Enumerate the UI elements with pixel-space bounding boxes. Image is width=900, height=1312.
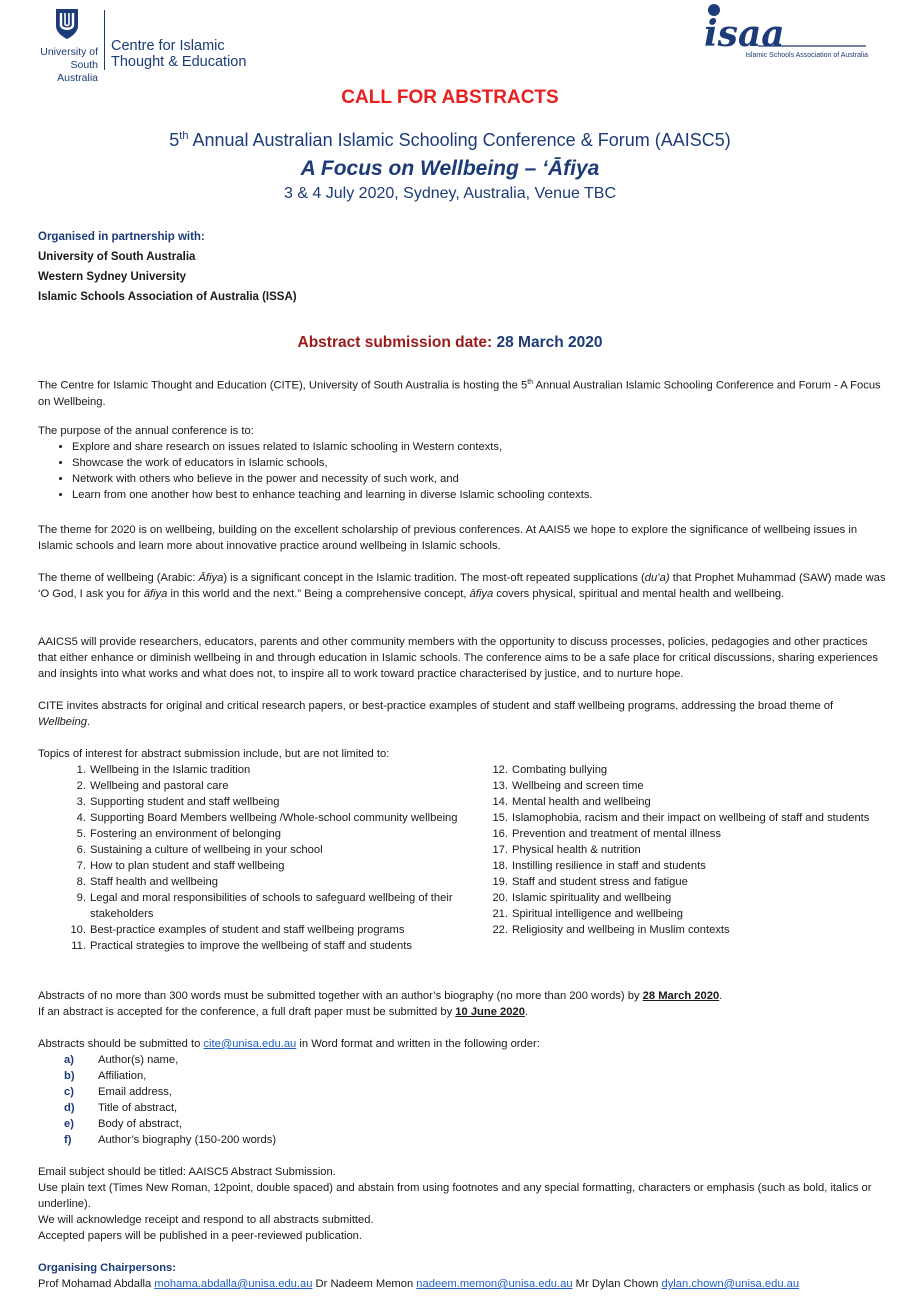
- conference-name: 5th Annual Australian Islamic Schooling Conference & Forum (AAISC5): [169, 130, 731, 150]
- list-item: f) Author’s biography (150-200 words): [64, 1134, 277, 1146]
- partners-lead: Organised in partnership with:: [38, 231, 205, 243]
- chairs-heading: Organising Chairpersons:: [38, 1262, 177, 1274]
- purpose-list: [38, 439, 886, 503]
- list-item: 5. Fostering an environment of belonging: [76, 828, 281, 840]
- list-item: 19. Staff and student stress and fatigue: [492, 876, 688, 888]
- list-item: 18. Instilling resilience in staff and students: [492, 860, 706, 872]
- deadlines: [38, 988, 886, 1020]
- conference-theme: A Focus on Wellbeing – ‘Āfiya: [300, 157, 600, 180]
- svg-text:isaa: isaa: [704, 13, 785, 52]
- note: We will acknowledge receipt and respond to all abstracts submitted.: [38, 1214, 374, 1226]
- list-item: a) Author(s) name,: [64, 1054, 179, 1066]
- unisa-name-line1: University of: [40, 46, 98, 58]
- isaa-wordmark-icon: [698, 2, 868, 52]
- wellbeing-paragraph: The theme of wellbeing (Arabic: Āfiya) is a significant concept in the Islamic tradition. The most-oft repeated supplications (du’a) that Prophet Muhammad (SAW) made was ‘O God, I ask you for āfiya in this world and the next.” Being a comprehensive concept, āfiya covers physical, spiritual and mental health and wellbeing.: [38, 572, 886, 600]
- list-item: 22. Religiosity and wellbeing in Muslim contexts: [492, 924, 730, 936]
- cite-email-link[interactable]: cite@unisa.edu.au: [203, 1038, 297, 1050]
- intro-paragraph: The Centre for Islamic Thought and Education (CITE), University of South Australia is hosting the 5th Annual Australian Islamic Schooling Conference and Forum - A Focus on Wellbeing.: [38, 379, 881, 408]
- isaa-full-name: Islamic Schools Association of Australia: [745, 52, 868, 59]
- submission-notes: [38, 1164, 886, 1244]
- topics-lead: Topics of interest for abstract submission include, but are not limited to:: [38, 748, 390, 760]
- page-title: CALL FOR ABSTRACTS: [341, 87, 559, 108]
- list-item: 10. Best-practice examples of student and staff wellbeing programs: [70, 924, 405, 936]
- list-item: • Explore and share research on issues related to Islamic schooling in Western contexts,: [72, 439, 886, 455]
- list-item: • Showcase the work of educators in Islamic schools,: [72, 455, 886, 471]
- unisa-name: [32, 46, 98, 85]
- submission-date: Abstract submission date: 28 March 2020: [297, 334, 603, 351]
- cite-name: [111, 38, 246, 70]
- logo-divider: [104, 10, 105, 70]
- list-item: • Network with others who believe in the power and necessity of such work, and: [72, 471, 886, 487]
- isaa-logo: [698, 2, 868, 60]
- aaics-paragraph: AAICS5 will provide researchers, educators, parents and other community members with the opportunity to discuss processes, policies, pedagogies and other practices that either enhance or diminish wellbeing in and through education in Islamic schools. The conference aims to be a safe place for critical discussions, sharing experiences and insights into what works and what does not, to inspire all to work toward practice characterised by justice, and to nurture hope.: [38, 636, 878, 680]
- purpose-section: [38, 423, 886, 503]
- partner-item: Islamic Schools Association of Australia (ISSA): [38, 291, 297, 303]
- partner-item: University of South Australia: [38, 251, 196, 263]
- list-item: b) Affiliation,: [64, 1070, 147, 1082]
- list-item: • Learn from one another how best to enhance teaching and learning in diverse Islamic schooling contexts.: [72, 487, 886, 503]
- unisa-logo: [32, 8, 247, 84]
- list-item: 2. Wellbeing and pastoral care: [76, 780, 229, 792]
- submission-order-list: [38, 1052, 886, 1148]
- topics-column-left: [66, 762, 486, 954]
- note: Accepted papers will be published in a peer-reviewed publication.: [38, 1230, 363, 1242]
- note: Email subject should be titled: AAISC5 Abstract Submission.: [38, 1166, 336, 1178]
- list-item: 4. Supporting Board Members wellbeing /Whole-school community wellbeing: [76, 812, 458, 824]
- list-item: 15. Islamophobia, racism and their impact on wellbeing of staff and students: [492, 812, 870, 824]
- list-item: 1. Wellbeing in the Islamic tradition: [76, 764, 251, 776]
- list-item: 12. Combating bullying: [492, 764, 608, 776]
- unisa-shield-icon: [54, 8, 80, 40]
- list-item: 17. Physical health & nutrition: [492, 844, 641, 856]
- list-item: 7. How to plan student and staff wellbeing: [76, 860, 285, 872]
- list-item: e) Body of abstract,: [64, 1118, 182, 1130]
- submission-instructions: Abstracts should be submitted to cite@unisa.edu.au in Word format and written in the following order:: [38, 1038, 540, 1050]
- topics-column-right: [488, 762, 888, 938]
- purpose-lead: The purpose of the annual conference is to:: [38, 425, 254, 437]
- partner-item: Western Sydney University: [38, 271, 187, 283]
- header: [0, 0, 900, 84]
- abstract-deadline: Abstracts of no more than 300 words must be submitted together with an author’s biography (no more than 200 words) by 28 March 2020.: [38, 990, 723, 1002]
- list-item: 21. Spiritual intelligence and wellbeing: [492, 908, 684, 920]
- chair-email-link[interactable]: mohama.abdalla@unisa.edu.au: [154, 1278, 313, 1290]
- paper-deadline: If an abstract is accepted for the conference, a full draft paper must be submitted by 10 June 2020.: [38, 1006, 529, 1018]
- theme-paragraph: The theme for 2020 is on wellbeing, building on the excellent scholarship of previous conferences. At AAIS5 we hope to explore the significance of wellbeing issues in Islamic schools and learn more about innovative practice around wellbeing in Islamic schools.: [38, 524, 858, 552]
- list-item: 11. Practical strategies to improve the wellbeing of staff and students: [71, 940, 412, 952]
- invite-paragraph: CITE invites abstracts for original and critical research papers, or best-practice examples of student and staff wellbeing programs, addressing the broad theme of Wellbeing.: [38, 700, 834, 728]
- cite-name-line2: Thought & Education: [111, 54, 247, 70]
- chairs-list: Prof Mohamad Abdalla mohama.abdalla@unisa.edu.au Dr Nadeem Memon nadeem.memon@unisa.edu.au Mr Dylan Chown dylan.chown@unisa.edu.au: [38, 1278, 800, 1290]
- list-item: 9. Legal and moral responsibilities of schools to safeguard wellbeing of their stakeholders: [76, 892, 453, 920]
- list-item: 3. Supporting student and staff wellbeing: [76, 796, 280, 808]
- list-item: 16. Prevention and treatment of mental illness: [492, 828, 721, 840]
- chair-email-link[interactable]: nadeem.memon@unisa.edu.au: [416, 1278, 573, 1290]
- list-item: 13. Wellbeing and screen time: [492, 780, 644, 792]
- list-item: 6. Sustaining a culture of wellbeing in your school: [76, 844, 323, 856]
- partners: [38, 227, 297, 307]
- note: Use plain text (Times New Roman, 12point, double spaced) and abstain from using footnotes and any special formatting, characters or emphasis (such as bold, italics or underline).: [38, 1182, 872, 1210]
- list-item: 14. Mental health and wellbeing: [492, 796, 651, 808]
- chair-email-link[interactable]: dylan.chown@unisa.edu.au: [661, 1278, 800, 1290]
- list-item: d) Title of abstract,: [64, 1102, 178, 1114]
- list-item: c) Email address,: [64, 1086, 172, 1098]
- list-item: 20. Islamic spirituality and wellbeing: [492, 892, 672, 904]
- cite-name-line1: Centre for Islamic: [111, 38, 225, 54]
- list-item: 8. Staff health and wellbeing: [76, 876, 218, 888]
- conference-date-venue: 3 & 4 July 2020, Sydney, Australia, Venue TBC: [283, 185, 617, 202]
- unisa-name-line2: South Australia: [57, 59, 98, 84]
